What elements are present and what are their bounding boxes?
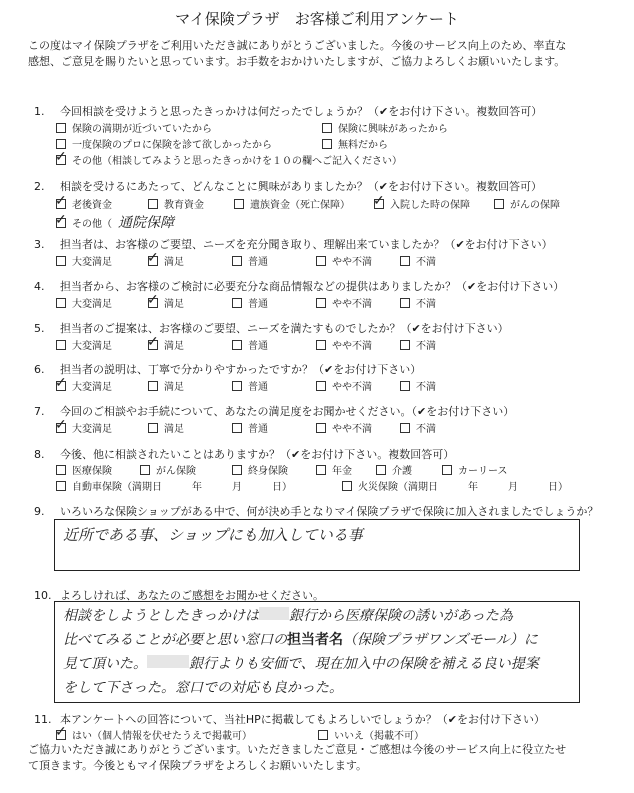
option-label: 普通 bbox=[248, 424, 268, 435]
option-label: 満足 bbox=[164, 341, 184, 352]
check-mark-icon: ✓ bbox=[55, 149, 67, 165]
checkbox[interactable] bbox=[494, 199, 504, 209]
q2-option[interactable] bbox=[373, 193, 470, 211]
question-1 bbox=[34, 103, 542, 119]
check-mark-icon: ✓ bbox=[373, 193, 385, 209]
question-text: よろしければ、あなたのご感想をお聞かせください。 bbox=[60, 589, 324, 602]
answer-line bbox=[63, 628, 539, 652]
checkbox[interactable] bbox=[400, 298, 410, 308]
footer-line: ご協力いただき誠にありがとうございます。いただきましたご意見・ご感想は今後のサービス向上に役立たせ bbox=[28, 743, 567, 756]
answer-text: 見て頂いた。 bbox=[63, 656, 147, 672]
rating-option[interactable] bbox=[316, 295, 372, 310]
redacted-block bbox=[259, 607, 289, 620]
q8-option[interactable] bbox=[56, 462, 112, 477]
option-label: 満足 bbox=[164, 382, 184, 393]
survey-title: マイ保険プラザ お客様ご利用アンケート bbox=[175, 10, 459, 28]
rating-option[interactable] bbox=[316, 420, 372, 435]
answer-line bbox=[63, 652, 539, 676]
question-number: 8. bbox=[34, 448, 45, 461]
option-label: 満足 bbox=[164, 257, 184, 268]
rating-option[interactable] bbox=[147, 250, 184, 268]
question-5 bbox=[34, 320, 509, 336]
option-label: 大変満足 bbox=[72, 257, 112, 268]
option-label: 不満 bbox=[416, 382, 436, 393]
redacted-block bbox=[147, 655, 189, 668]
option-label: やや不満 bbox=[332, 257, 372, 268]
option-label: 普通 bbox=[248, 382, 268, 393]
checkbox[interactable] bbox=[316, 465, 326, 475]
question-text: 相談を受けるにあたって、どんなことに興味がありましたか？（✔をお付け下さい。複数回答可） bbox=[60, 180, 542, 193]
q2-option[interactable] bbox=[234, 196, 350, 211]
question-7 bbox=[34, 403, 514, 419]
option-label: 保険に興味があったから bbox=[338, 124, 448, 135]
question-6 bbox=[34, 361, 421, 377]
checkbox[interactable] bbox=[376, 465, 386, 475]
checkbox[interactable] bbox=[56, 465, 66, 475]
rating-option[interactable] bbox=[400, 295, 436, 310]
footer-text bbox=[28, 742, 618, 774]
question-8 bbox=[34, 446, 454, 462]
option-label: 一度保険のプロに保険を診て欲しかったから bbox=[72, 140, 272, 151]
checkbox[interactable] bbox=[400, 340, 410, 350]
q2-option[interactable] bbox=[55, 193, 112, 211]
q10-answer-box[interactable] bbox=[54, 601, 580, 703]
rating-option[interactable] bbox=[147, 292, 184, 310]
option-label: やや不満 bbox=[332, 424, 372, 435]
option-label: 普通 bbox=[248, 299, 268, 310]
q1-option[interactable] bbox=[56, 120, 212, 135]
rating-option[interactable] bbox=[232, 253, 268, 268]
checkbox[interactable] bbox=[316, 298, 326, 308]
checkbox-checked[interactable] bbox=[373, 193, 385, 209]
answer-text: （保険プラザワンズモール）に bbox=[343, 632, 538, 648]
rating-option[interactable] bbox=[55, 417, 112, 435]
option-label: 終身保険 bbox=[248, 466, 288, 477]
checkbox[interactable] bbox=[232, 381, 242, 391]
q1-option[interactable] bbox=[322, 136, 388, 151]
checkbox[interactable] bbox=[342, 481, 352, 491]
handwritten-other: 通院保障 bbox=[118, 215, 174, 231]
rating-option[interactable] bbox=[56, 253, 112, 268]
option-label: いいえ（掲載不可） bbox=[334, 731, 424, 742]
checkbox[interactable] bbox=[232, 423, 242, 433]
question-11 bbox=[34, 711, 545, 727]
question-number: 7. bbox=[34, 405, 45, 418]
checkbox-checked[interactable] bbox=[55, 417, 67, 433]
checkbox[interactable] bbox=[148, 423, 158, 433]
checkbox[interactable] bbox=[232, 340, 242, 350]
rating-option[interactable] bbox=[400, 337, 436, 352]
option-label: 介護 bbox=[392, 466, 412, 477]
question-text: 担当者の説明は、丁寧で分かりやすかったですか？（✔をお付け下さい） bbox=[60, 363, 422, 376]
option-label: 満足 bbox=[164, 424, 184, 435]
option-label: 大変満足 bbox=[72, 299, 112, 310]
check-mark-icon: ✓ bbox=[55, 375, 67, 391]
question-9 bbox=[34, 503, 598, 519]
option-label: 不満 bbox=[416, 341, 436, 352]
question-number: 5. bbox=[34, 322, 45, 335]
checkbox-checked[interactable] bbox=[147, 334, 159, 350]
rating-option[interactable] bbox=[232, 420, 268, 435]
checkbox[interactable] bbox=[56, 340, 66, 350]
q8-option[interactable] bbox=[442, 462, 508, 477]
option-label: やや不満 bbox=[332, 382, 372, 393]
checkbox[interactable] bbox=[234, 199, 244, 209]
option-label: 火災保険（満期日 年 月 日） bbox=[358, 482, 568, 493]
rating-option[interactable] bbox=[232, 378, 268, 393]
question-number: 4. bbox=[34, 280, 45, 293]
rating-option[interactable] bbox=[400, 378, 436, 393]
answer-text: 銀行よりも安価で、現在加入中の保険を補える良い提案 bbox=[189, 656, 539, 672]
checkbox[interactable] bbox=[316, 256, 326, 266]
intro-line: この度はマイ保険プラザをご利用いただき誠にありがとうございました。今後のサービス向上のため、率直な bbox=[28, 39, 567, 52]
question-number: 3. bbox=[34, 238, 45, 251]
option-label: がん保険 bbox=[156, 466, 196, 477]
option-label: カーリース bbox=[458, 466, 508, 477]
rating-option[interactable] bbox=[147, 334, 184, 352]
question-2 bbox=[34, 178, 542, 194]
question-text: 本アンケートへの回答について、当社HPに掲載してもよろしいでしょうか？（✔をお付け下さい） bbox=[60, 713, 546, 726]
check-mark-icon: ✓ bbox=[147, 334, 159, 350]
checkbox-checked[interactable] bbox=[55, 724, 67, 740]
rating-option[interactable] bbox=[400, 420, 436, 435]
rating-option[interactable] bbox=[316, 253, 372, 268]
question-4 bbox=[34, 278, 564, 294]
rating-option[interactable] bbox=[55, 375, 112, 393]
rating-option[interactable] bbox=[232, 295, 268, 310]
checkbox[interactable] bbox=[56, 481, 66, 491]
option-label: 普通 bbox=[248, 341, 268, 352]
option-label: 医療保険 bbox=[72, 466, 112, 477]
check-mark-icon: ✓ bbox=[55, 193, 67, 209]
intro-line: 感想、ご意見を賜りたいと思っています。お手数をおかけいたしますが、ご協力よろしくお願いいたします。 bbox=[28, 55, 566, 68]
q2-option[interactable] bbox=[148, 196, 204, 211]
footer-line: て頂きます。今後ともマイ保険プラザをよろしくお願いいたします。 bbox=[28, 759, 368, 772]
intro-text bbox=[28, 38, 618, 70]
option-label: 教育資金 bbox=[164, 200, 204, 211]
q1-option[interactable] bbox=[322, 120, 448, 135]
option-label: やや不満 bbox=[332, 299, 372, 310]
q8-option[interactable] bbox=[376, 462, 412, 477]
q8-option[interactable] bbox=[342, 478, 568, 493]
option-label: 保険の満期が近づいていたから bbox=[72, 124, 212, 135]
checkbox[interactable] bbox=[148, 199, 158, 209]
staff-name: 担当者名 bbox=[287, 632, 343, 648]
option-label: 遺族資金（死亡保障） bbox=[250, 200, 350, 211]
answer-text: 比べてみることが必要と思い窓口の bbox=[63, 632, 287, 648]
option-label: 普通 bbox=[248, 257, 268, 268]
answer-text: 銀行から医療保険の誘いがあった為 bbox=[289, 608, 513, 624]
q9-handwritten-answer: 近所である事、ショップにも加入している事 bbox=[63, 526, 363, 544]
question-text: 今後、他に相談されたいことはありますか？（✔をお付け下さい。複数回答可） bbox=[60, 448, 455, 461]
option-label: はい（個人情報を伏せたうえで掲載可） bbox=[72, 731, 252, 742]
checkbox[interactable] bbox=[400, 256, 410, 266]
checkbox[interactable] bbox=[400, 423, 410, 433]
answer-line bbox=[63, 676, 539, 700]
option-label: 満足 bbox=[164, 299, 184, 310]
answer-text: をして下さった。窓口での対応も良かった。 bbox=[63, 680, 343, 696]
checkbox[interactable] bbox=[316, 381, 326, 391]
option-label: がんの保障 bbox=[510, 200, 560, 211]
rating-option[interactable] bbox=[232, 337, 268, 352]
checkbox[interactable] bbox=[442, 465, 452, 475]
checkbox[interactable] bbox=[318, 730, 328, 740]
checkbox[interactable] bbox=[316, 340, 326, 350]
rating-option[interactable] bbox=[400, 253, 436, 268]
q11-option-no[interactable] bbox=[318, 727, 424, 742]
question-text: いろいろな保険ショップがある中で、何が決め手となりマイ保険プラザで保険に加入されましたでしょうか？ bbox=[60, 505, 599, 518]
checkbox[interactable] bbox=[316, 423, 326, 433]
question-text: 担当者のご提案は、お客様のご要望、ニーズを満たすものでしたか？（✔をお付け下さい） bbox=[60, 322, 509, 335]
q2-option[interactable] bbox=[494, 196, 560, 211]
checkbox[interactable] bbox=[148, 381, 158, 391]
check-mark-icon: ✓ bbox=[55, 212, 67, 228]
checkbox-checked[interactable] bbox=[55, 212, 67, 228]
q8-option[interactable] bbox=[56, 478, 292, 493]
q10-handwritten-answer bbox=[63, 604, 539, 700]
checkbox[interactable] bbox=[56, 139, 66, 149]
check-mark-icon: ✓ bbox=[55, 417, 67, 433]
option-label: 大変満足 bbox=[72, 424, 112, 435]
question-text: 今回のご相談やお手続について、あなたの満足度をお聞かせください。（✔をお付け下さい） bbox=[60, 405, 515, 418]
checkbox-checked[interactable] bbox=[147, 250, 159, 266]
checkbox[interactable] bbox=[322, 139, 332, 149]
checkbox[interactable] bbox=[232, 465, 242, 475]
option-label: 入院した時の保障 bbox=[390, 200, 470, 211]
rating-option[interactable] bbox=[316, 337, 372, 352]
question-text: 今回相談を受けようと思ったきっかけは何だったでしょうか？（✔をお付け下さい。複数回答可） bbox=[60, 105, 543, 118]
checkbox[interactable] bbox=[140, 465, 150, 475]
option-label: 大変満足 bbox=[72, 382, 112, 393]
check-mark-icon: ✓ bbox=[147, 250, 159, 266]
question-number: 2. bbox=[34, 180, 45, 193]
checkbox[interactable] bbox=[232, 298, 242, 308]
question-number: 11. bbox=[34, 713, 52, 726]
check-mark-icon: ✓ bbox=[55, 724, 67, 740]
option-label: やや不満 bbox=[332, 341, 372, 352]
q9-answer-box[interactable] bbox=[54, 519, 580, 571]
checkbox[interactable] bbox=[322, 123, 332, 133]
q1-option[interactable] bbox=[55, 149, 402, 167]
rating-option[interactable] bbox=[148, 378, 184, 393]
checkbox[interactable] bbox=[400, 381, 410, 391]
q8-option[interactable] bbox=[140, 462, 196, 477]
checkbox-checked[interactable] bbox=[55, 193, 67, 209]
question-3 bbox=[34, 236, 553, 252]
question-text: 担当者は、お客様のご要望、ニーズを充分聞き取り、理解出来ていましたか？（✔をお付け下さい） bbox=[60, 238, 553, 251]
option-label: 不満 bbox=[416, 424, 436, 435]
option-label: その他（ bbox=[72, 219, 112, 230]
rating-option[interactable] bbox=[56, 337, 112, 352]
checkbox-checked[interactable] bbox=[55, 375, 67, 391]
q2-option-other[interactable] bbox=[56, 212, 174, 232]
option-label: その他（相談してみようと思ったきっかけを１０の欄へご記入ください） bbox=[72, 156, 402, 167]
q8-option[interactable] bbox=[316, 462, 352, 477]
q8-option[interactable] bbox=[232, 462, 288, 477]
option-label: 無料だから bbox=[338, 140, 388, 151]
checkbox[interactable] bbox=[56, 298, 66, 308]
rating-option[interactable] bbox=[56, 295, 112, 310]
check-mark-icon: ✓ bbox=[147, 292, 159, 308]
q11-option-yes[interactable] bbox=[55, 724, 252, 742]
checkbox[interactable] bbox=[56, 123, 66, 133]
answer-line bbox=[63, 604, 539, 628]
question-text: 担当者から、お客様のご検討に必要充分な商品情報などの提供はありましたか？（✔をお付け下さい） bbox=[60, 280, 565, 293]
checkbox[interactable] bbox=[56, 256, 66, 266]
answer-text: 相談をしようとしたきっかけは bbox=[63, 608, 259, 624]
checkbox[interactable] bbox=[232, 256, 242, 266]
option-label: 不満 bbox=[416, 257, 436, 268]
rating-option[interactable] bbox=[148, 420, 184, 435]
option-label: 老後資金 bbox=[72, 200, 112, 211]
question-number: 9. bbox=[34, 505, 45, 518]
question-number: 6. bbox=[34, 363, 45, 376]
question-number: 10. bbox=[34, 589, 52, 602]
option-label: 自動車保険（満期日 年 月 日） bbox=[72, 482, 292, 493]
option-label: 不満 bbox=[416, 299, 436, 310]
question-number: 1. bbox=[34, 105, 45, 118]
option-label: 年金 bbox=[332, 466, 352, 477]
checkbox-checked[interactable] bbox=[55, 149, 67, 165]
rating-option[interactable] bbox=[316, 378, 372, 393]
checkbox-checked[interactable] bbox=[147, 292, 159, 308]
q1-option[interactable] bbox=[56, 136, 272, 151]
option-label: 大変満足 bbox=[72, 341, 112, 352]
